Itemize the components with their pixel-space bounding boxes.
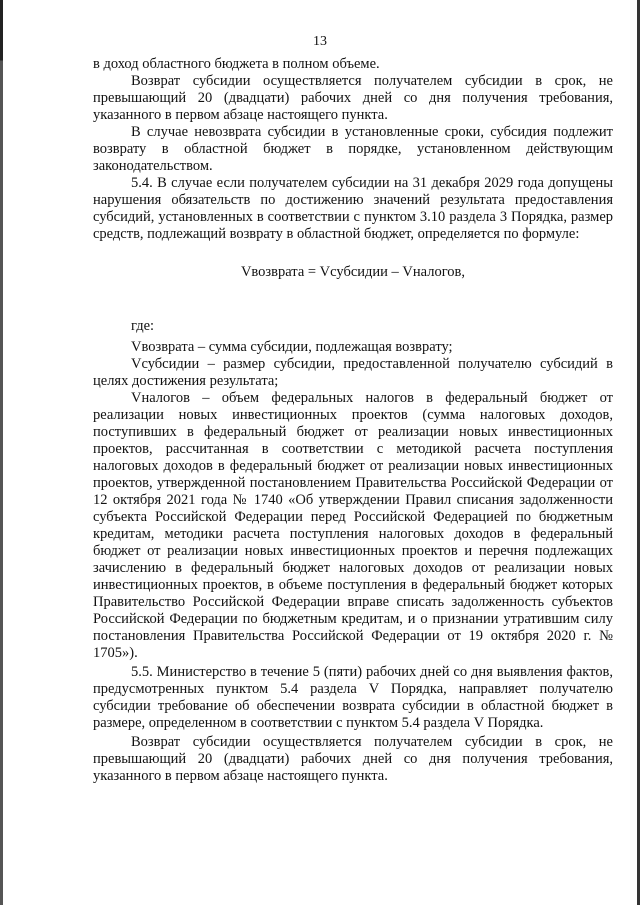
definition-v-taxes: Vналогов – объем федеральных налогов в федеральный бюджет от реализации новых инвестиционных проектов (сумма налоговых доходов, поступивших в федеральный бюджет от реализации новых инвестиционных проектов, рассчитанная в соответствии с методикой расчета поступления налоговых доходов в федеральный бюджет от реализации новых инвестиционных проектов, утвержденной постановлением Правительства Российской Федерации от 12 октября 2021 года № 1740 «Об утверждении Правил списания задолженности субъекта Российской Федерации перед Российской Федерацией по бюджетным кредитам, методики расчета поступления налоговых доходов в федеральный бюджет от реализации новых инвестиционных проектов и перечня подлежащих зачислению в федеральный бюджет налоговых доходов от реализации новых инвестиционных проектов, в объеме поступления в федеральный бюджет которых Правительство Российской Федерации вправе списать задолженность субъектов Российской Федерации по бюджетным кредитам, и о признании утратившим силу постановления Правительства Российской Федерации от 19 октября 2020 г. № 1705»).	[93, 390, 613, 661]
paragraph-5-5: 5.5. Министерство в течение 5 (пяти) рабочих дней со дня выявления фактов, предусмотренных пунктом 5.4 раздела V Порядка, направляет получателю субсидии требование об обеспечении возврата субсидии в областной бюджет в размере, определенном в соответствии с пунктом 5.4 раздела V Порядка.	[93, 664, 613, 731]
paragraph-refund-term: Возврат субсидии осуществляется получателем субсидии в срок, не превышающий 20 (двадцати) рабочих дней со дня получения требования, указанного в первом абзаце настоящего пункта.	[93, 73, 613, 123]
paragraph-final-refund-term: Возврат субсидии осуществляется получателем субсидии в срок, не превышающий 20 (двадцати) рабочих дней со дня получения требования, указанного в первом абзаце настоящего пункта.	[93, 734, 613, 784]
document-body	[93, 56, 613, 785]
paragraph-non-return: В случае невозврата субсидии в установленные сроки, субсидия подлежит возврату в областной бюджет в порядке, установленном действующим законодательством.	[93, 124, 613, 174]
definition-v-subsidy: Vсубсидии – размер субсидии, предоставленной получателю субсидий в целях достижения результата;	[93, 356, 613, 389]
refund-formula: Vвозврата = Vсубсидии – Vналогов,	[240, 264, 466, 280]
scan-edge-left	[0, 0, 3, 905]
definition-v-refund: Vвозврата – сумма субсидии, подлежащая возврату;	[131, 339, 453, 355]
page-number: 13	[313, 34, 327, 49]
paragraph-5-4: 5.4. В случае если получателем субсидии на 31 декабря 2029 года допущены нарушения обязательств по достижению значений результата предоставления субсидий, установленных в соответствии с пунктом 3.10 раздела 3 Порядка, размер средств, подлежащий возврату в областной бюджет, определяется по формуле:	[93, 175, 613, 242]
where-label: где:	[131, 318, 155, 334]
paragraph-continuation: в доход областного бюджета в полном объеме.	[93, 56, 380, 72]
